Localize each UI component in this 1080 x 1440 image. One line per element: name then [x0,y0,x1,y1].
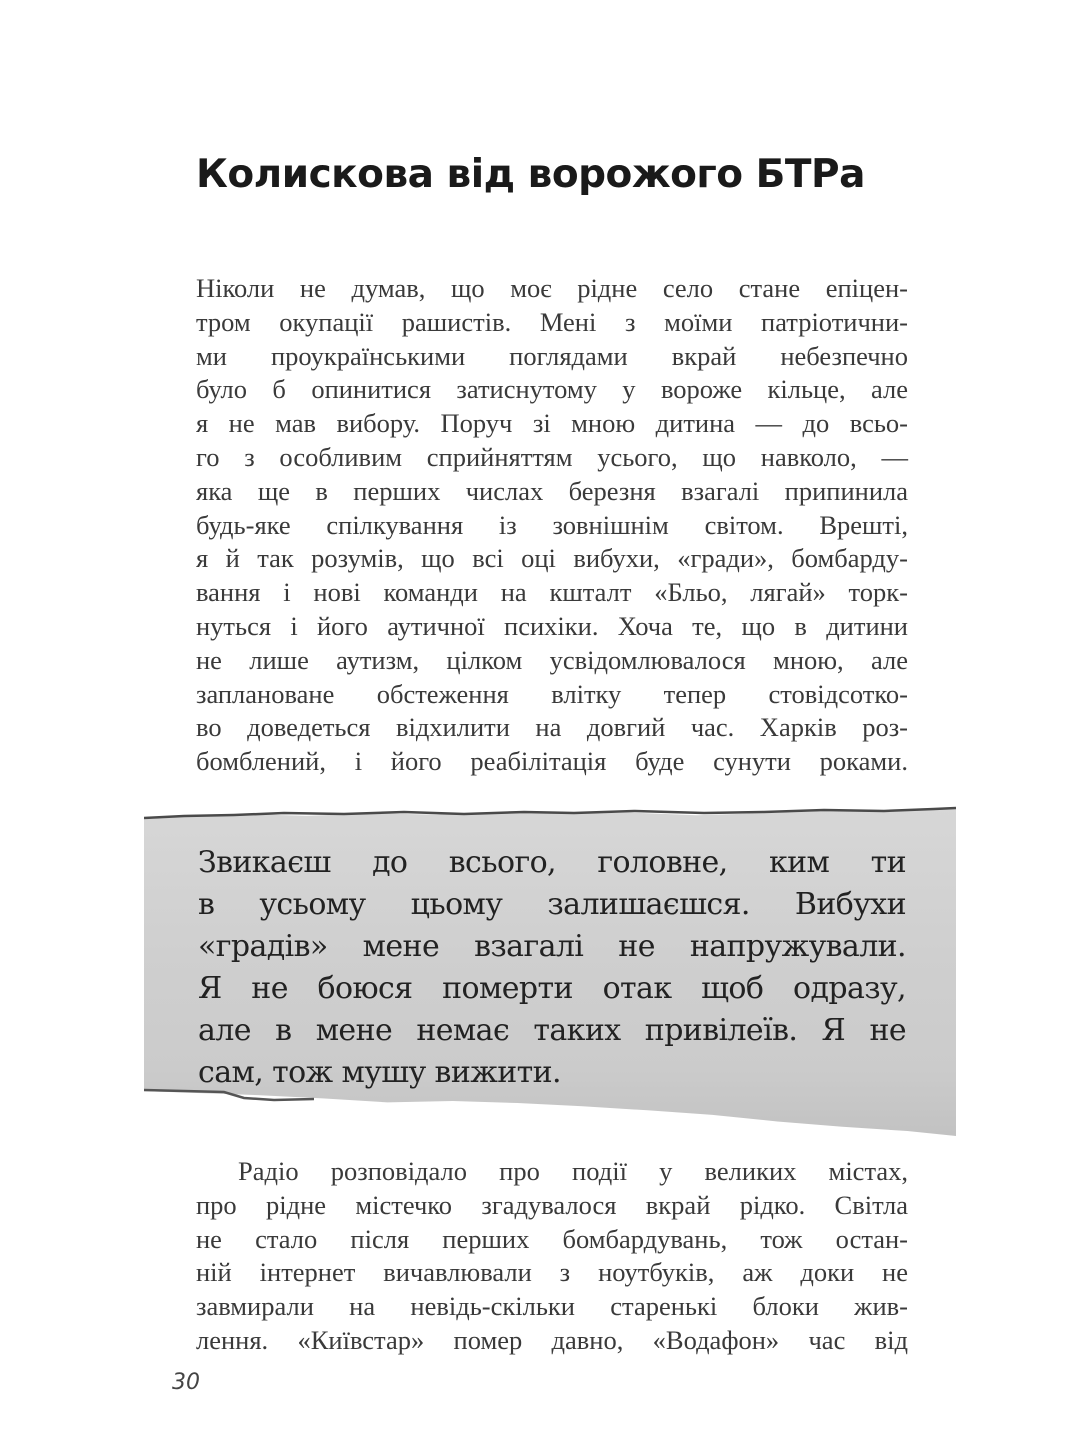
text-line: Ніколи не думав, що моє рідне село стане епіцен- [196,273,908,303]
chapter-title: Колискова від ворожого БТРа [196,152,865,197]
text-line: про рідне містечко згадувалося вкрай рідко. Світла [196,1189,908,1220]
text-line: бомблений, і його реабілітація буде сунути роками. [196,746,908,777]
text-line: я й так розумів, що всі оці вибухи, «гради», бомбарду- [196,543,908,574]
quote-line: Звикаєш до всього, головне, ким ти [198,845,906,880]
text-line: лення. «Київстар» помер давно, «Водафон» час від [196,1324,908,1355]
quote-line: «градів» мене взагалі не напружували. [198,929,906,964]
paragraph-1 [196,272,908,779]
text-line: тром окупації рашистів. Мені з моїми патріотични- [196,306,908,337]
text-line: Радіо розповідало про події у великих містах, [238,1156,908,1186]
quote-line: в усьому цьому залишаєшся. Вибухи [198,887,906,922]
text-line: не лише аутизм, цілком усвідомлювалося мною, але [196,644,908,675]
text-line: вання і нові команди на кшталт «Бльо, лягай» торк- [196,577,908,608]
text-line: було б опинитися затиснутому у вороже кільце, але [196,374,908,405]
quote-line: але в мене немає таких привілеїв. Я не [198,1013,906,1048]
torn-edge-top [144,806,956,820]
text-line: во доведеться відхилити на довгий час. Харків роз- [196,712,908,743]
text-line: ми проукраїнськими поглядами вкрай небезпечно [196,340,908,371]
text-line: заплановане обстеження влітку тепер стовідсотко- [196,678,908,709]
text-line: я не мав вибору. Поруч зі мною дитина — до всьо- [196,408,908,439]
text-line: нуться і його аутичної психіки. Хоча те, що в дитини [196,610,908,641]
pull-quote [198,842,906,1094]
page-number: 30 [172,1370,200,1395]
text-line: завмирали на невідь-скільки старенькі блоки жив- [196,1291,908,1322]
text-line: ній інтернет вичавлювали з ноутбуків, аж доки не [196,1257,908,1288]
text-line: яка ще в перших числах березня взагалі припинила [196,475,908,506]
text-line: будь-яке спілкування із зовнішнім світом. Врешті, [196,509,908,540]
paragraph-2 [196,1155,908,1358]
text-line: не стало після перших бомбардувань, тож остан- [196,1223,908,1254]
text-line: го з особливим сприйняттям усього, що навколо, — [196,441,908,472]
quote-line: сам, тож мушу вижити. [198,1055,561,1090]
quote-line: Я не боюся померти отак щоб одразу, [198,971,906,1006]
